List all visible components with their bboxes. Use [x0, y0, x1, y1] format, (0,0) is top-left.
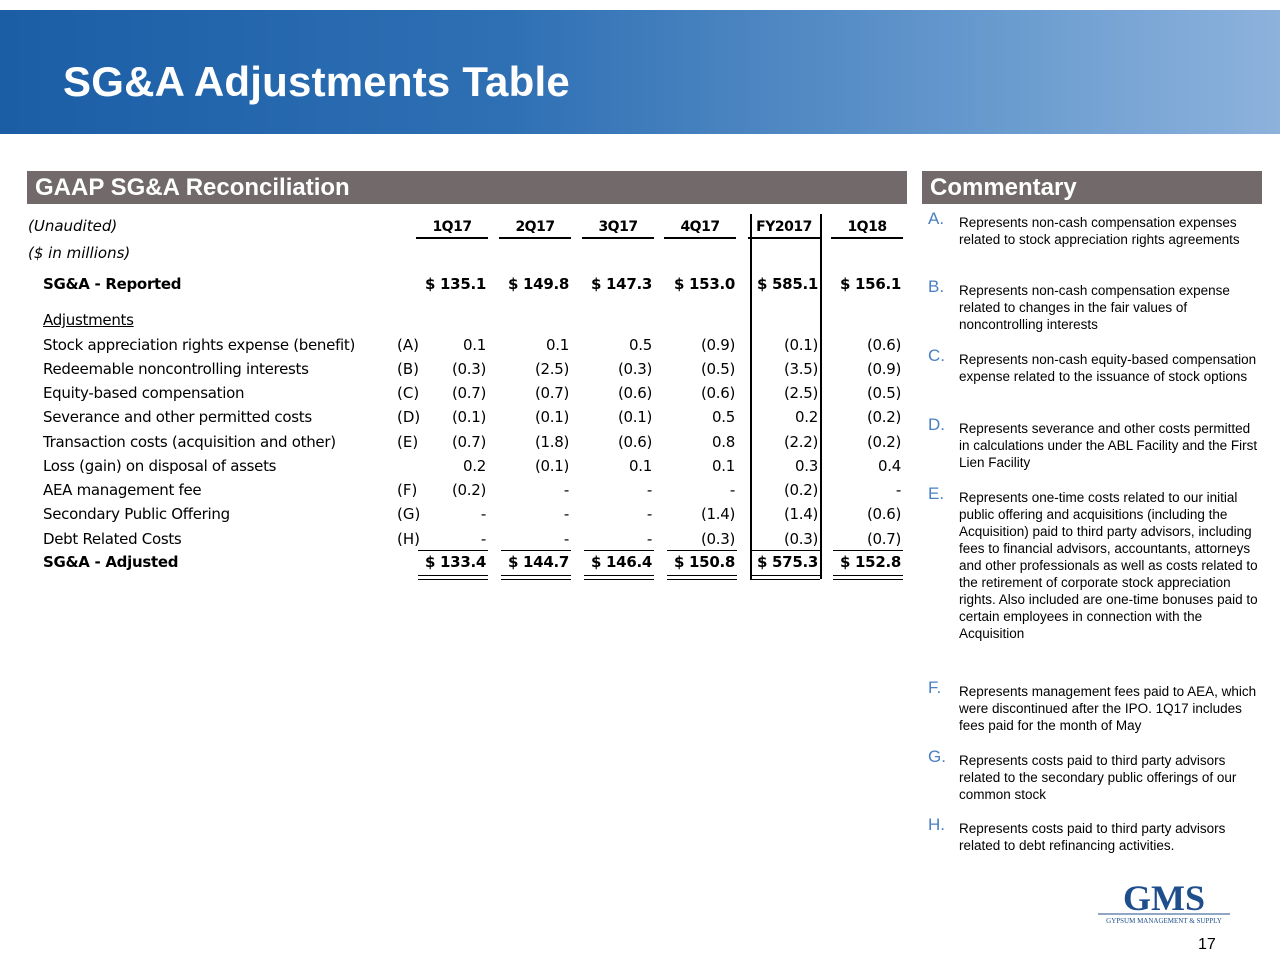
- sga-reported-value-1q18: $ 156.1: [839, 275, 901, 293]
- adjustment-row-6-value-2q17: (0.1): [534, 457, 569, 475]
- commentary-item-c: [928, 346, 1268, 411]
- adjustment-row-4-value-fy2017: 0.2: [795, 408, 818, 426]
- column-header-2q17: 2Q17: [499, 219, 571, 235]
- gms-logo: [1096, 876, 1232, 926]
- adjustment-row-7-value-4q17: -: [729, 481, 735, 499]
- adjustment-row-1-value-1q18: (0.6): [866, 336, 901, 354]
- adjustment-row-7-label: AEA management fee: [43, 481, 202, 499]
- sga-adjusted-value-1q17: $ 133.4: [424, 553, 486, 571]
- adjustment-row-3-value-4q17: (0.6): [700, 384, 735, 402]
- commentary-letter: H.: [928, 815, 945, 834]
- subtotal-rule: [750, 550, 820, 551]
- adjustment-row-4-value-4q17: 0.5: [712, 408, 735, 426]
- adjustment-row-2-ref: (B): [397, 360, 419, 378]
- adjustment-row-9-value-2q17: -: [563, 530, 569, 548]
- adjustment-row-2-value-2q17: (2.5): [534, 360, 569, 378]
- commentary-text: Represents management fees paid to AEA, which were discontinued after the IPO. 1Q17 includes fees paid for the month of May: [959, 684, 1257, 733]
- commentary-item-a: [928, 209, 1268, 274]
- adjustment-row-3-value-1q18: (0.5): [866, 384, 901, 402]
- commentary-item-f: [928, 678, 1268, 743]
- commentary-item-e: [928, 484, 1268, 674]
- total-double-rule: [418, 575, 488, 580]
- subtotal-rule: [501, 550, 571, 551]
- unaudited-label: (Unaudited): [28, 217, 118, 235]
- commentary-item-d: [928, 415, 1268, 480]
- adjustment-row-6-value-1q17: 0.2: [463, 457, 486, 475]
- adjustment-row-6-value-3q17: 0.1: [629, 457, 652, 475]
- adjustment-row-6-label: Loss (gain) on disposal of assets: [43, 457, 277, 475]
- subtotal-rule: [833, 550, 903, 551]
- column-header-fy2017: FY2017: [748, 219, 820, 235]
- sga-reported-value-fy2017: $ 585.1: [756, 275, 818, 293]
- adjustment-row-5-value-3q17: (0.6): [617, 433, 652, 451]
- adjustment-row-6-value-fy2017: 0.3: [795, 457, 818, 475]
- logo-text: GMS: [1122, 878, 1206, 918]
- sga-reported-value-2q17: $ 149.8: [507, 275, 569, 293]
- adjustment-row-4-value-1q18: (0.2): [866, 408, 901, 426]
- adjustment-row-8-value-2q17: -: [563, 505, 569, 523]
- commentary-item-h: [928, 815, 1268, 860]
- adjustment-row-8-label: Secondary Public Offering: [43, 505, 230, 523]
- commentary-text: Represents non-cash equity-based compensation expense related to the issuance of stock options: [959, 352, 1257, 384]
- total-double-rule: [833, 575, 903, 580]
- sga-adjusted-value-3q17: $ 146.4: [590, 553, 652, 571]
- sga-adjusted-value-4q17: $ 150.8: [673, 553, 735, 571]
- adjustment-row-7-ref: (F): [397, 481, 418, 499]
- adjustment-row-2-value-fy2017: (3.5): [783, 360, 818, 378]
- adjustment-row-6-value-4q17: 0.1: [712, 457, 735, 475]
- commentary-text: Represents costs paid to third party advisors related to the secondary public offerings of our common stock: [959, 753, 1237, 802]
- adjustment-row-9-value-1q17: -: [480, 530, 486, 548]
- adjustment-row-1-value-1q17: 0.1: [463, 336, 486, 354]
- column-header-1q17: 1Q17: [416, 219, 488, 235]
- commentary-letter: G.: [928, 747, 946, 766]
- adjustment-row-8-value-1q18: (0.6): [866, 505, 901, 523]
- commentary-letter: B.: [928, 277, 945, 296]
- total-double-rule: [584, 575, 654, 580]
- adjustment-row-6-value-1q18: 0.4: [878, 457, 901, 475]
- adjustment-row-5-value-2q17: (1.8): [534, 433, 569, 451]
- adjustment-row-3-value-3q17: (0.6): [617, 384, 652, 402]
- adjustment-row-8-value-1q17: -: [480, 505, 486, 523]
- adjustment-row-1-ref: (A): [397, 336, 419, 354]
- adjustment-row-3-value-1q17: (0.7): [451, 384, 486, 402]
- sga-adjusted-value-fy2017: $ 575.3: [756, 553, 818, 571]
- adjustment-row-9-label: Debt Related Costs: [43, 530, 182, 548]
- adjustment-row-7-value-1q17: (0.2): [451, 481, 486, 499]
- sga-reported-value-3q17: $ 147.3: [590, 275, 652, 293]
- adjustment-row-8-value-3q17: -: [646, 505, 652, 523]
- adjustment-row-4-label: Severance and other permitted costs: [43, 408, 312, 426]
- adjustment-row-5-ref: (E): [397, 433, 419, 451]
- sga-adjusted-value-2q17: $ 144.7: [507, 553, 569, 571]
- commentary-letter: A.: [928, 209, 945, 228]
- subtotal-rule: [667, 550, 737, 551]
- adjustment-row-7-value-fy2017: (0.2): [783, 481, 818, 499]
- adjustment-row-9-value-3q17: -: [646, 530, 652, 548]
- adjustment-row-1-value-2q17: 0.1: [546, 336, 569, 354]
- adjustment-row-5-label: Transaction costs (acquisition and other): [43, 433, 336, 451]
- page-title: SG&A Adjustments Table: [63, 58, 570, 105]
- sga-adjusted-value-1q18: $ 152.8: [839, 553, 901, 571]
- adjustment-row-5-value-1q18: (0.2): [866, 433, 901, 451]
- total-double-rule: [667, 575, 737, 580]
- sga-reported-value-1q17: $ 135.1: [424, 275, 486, 293]
- page-number: 17: [1198, 936, 1216, 953]
- adjustment-row-1-value-3q17: 0.5: [629, 336, 652, 354]
- adjustment-row-1-value-4q17: (0.9): [700, 336, 735, 354]
- adjustment-row-4-value-2q17: (0.1): [534, 408, 569, 426]
- commentary-text: Represents non-cash compensation expense related to changes in the fair values of noncontrolling interests: [959, 283, 1230, 332]
- commentary-text: Represents one-time costs related to our initial public offering and acquisitions (including the Acquisition) paid to third party advisors, including fees to financial advisors, accountants, attorneys and other professionals as well as costs related to the retirement of corporate stock appreciation rights. Also included are one-time bonuses paid to certain employees in connection with the Acquisition: [959, 490, 1258, 641]
- sga-adjusted-label: SG&A - Adjusted: [43, 553, 179, 571]
- adjustment-row-1-value-fy2017: (0.1): [783, 336, 818, 354]
- commentary-letter: C.: [928, 346, 945, 365]
- adjustment-row-8-value-4q17: (1.4): [700, 505, 735, 523]
- reconciliation-section-title: GAAP SG&A Reconciliation: [27, 171, 907, 204]
- adjustment-row-9-value-fy2017: (0.3): [783, 530, 818, 548]
- adjustment-row-4-ref: (D): [397, 408, 421, 426]
- commentary-text: Represents severance and other costs permitted in calculations under the ABL Facility and the First Lien Facility: [959, 421, 1258, 470]
- units-label: ($ in millions): [28, 244, 131, 262]
- adjustment-row-8-value-fy2017: (1.4): [783, 505, 818, 523]
- adjustment-row-5-value-4q17: 0.8: [712, 433, 735, 451]
- commentary-letter: F.: [928, 678, 942, 697]
- adjustment-row-8-ref: (G): [397, 505, 421, 523]
- adjustment-row-9-value-1q18: (0.7): [866, 530, 901, 548]
- adjustment-row-7-value-2q17: -: [563, 481, 569, 499]
- commentary-item-g: [928, 747, 1268, 812]
- subtotal-rule: [584, 550, 654, 551]
- commentary-section-title: Commentary: [922, 171, 1262, 204]
- adjustment-row-9-value-4q17: (0.3): [700, 530, 735, 548]
- subtotal-rule: [418, 550, 488, 551]
- adjustment-row-3-value-fy2017: (2.5): [783, 384, 818, 402]
- column-header-3q17: 3Q17: [582, 219, 654, 235]
- adjustment-row-9-ref: (H): [397, 530, 420, 548]
- sga-reported-value-4q17: $ 153.0: [673, 275, 735, 293]
- adjustment-row-7-value-1q18: -: [895, 481, 901, 499]
- adjustment-row-4-value-1q17: (0.1): [451, 408, 486, 426]
- adjustment-row-2-label: Redeemable noncontrolling interests: [43, 360, 309, 378]
- total-double-rule: [750, 575, 820, 580]
- commentary-item-b: [928, 277, 1268, 342]
- sga-reported-label: SG&A - Reported: [43, 275, 182, 293]
- adjustment-row-5-value-1q17: (0.7): [451, 433, 486, 451]
- adjustment-row-4-value-3q17: (0.1): [617, 408, 652, 426]
- adjustment-row-2-value-1q17: (0.3): [451, 360, 486, 378]
- adjustment-row-3-value-2q17: (0.7): [534, 384, 569, 402]
- total-double-rule: [501, 575, 571, 580]
- adjustment-row-2-value-3q17: (0.3): [617, 360, 652, 378]
- adjustment-row-3-ref: (C): [397, 384, 420, 402]
- adjustment-row-2-value-1q18: (0.9): [866, 360, 901, 378]
- slide-header: [0, 10, 1280, 134]
- adjustment-row-7-value-3q17: -: [646, 481, 652, 499]
- adjustments-label: Adjustments: [43, 311, 134, 329]
- adjustment-row-1-label: Stock appreciation rights expense (benefit): [43, 336, 356, 354]
- column-header-4q17: 4Q17: [664, 219, 736, 235]
- adjustment-row-5-value-fy2017: (2.2): [783, 433, 818, 451]
- commentary-letter: E.: [928, 484, 945, 503]
- commentary-letter: D.: [928, 415, 945, 434]
- adjustment-row-3-label: Equity-based compensation: [43, 384, 245, 402]
- column-header-1q18: 1Q18: [831, 219, 903, 235]
- adjustment-row-2-value-4q17: (0.5): [700, 360, 735, 378]
- commentary-text: Represents non-cash compensation expenses related to stock appreciation rights agreements: [959, 215, 1240, 247]
- commentary-text: Represents costs paid to third party advisors related to debt refinancing activities.: [959, 821, 1226, 853]
- logo-subtext: GYPSUM MANAGEMENT & SUPPLY: [1106, 917, 1222, 925]
